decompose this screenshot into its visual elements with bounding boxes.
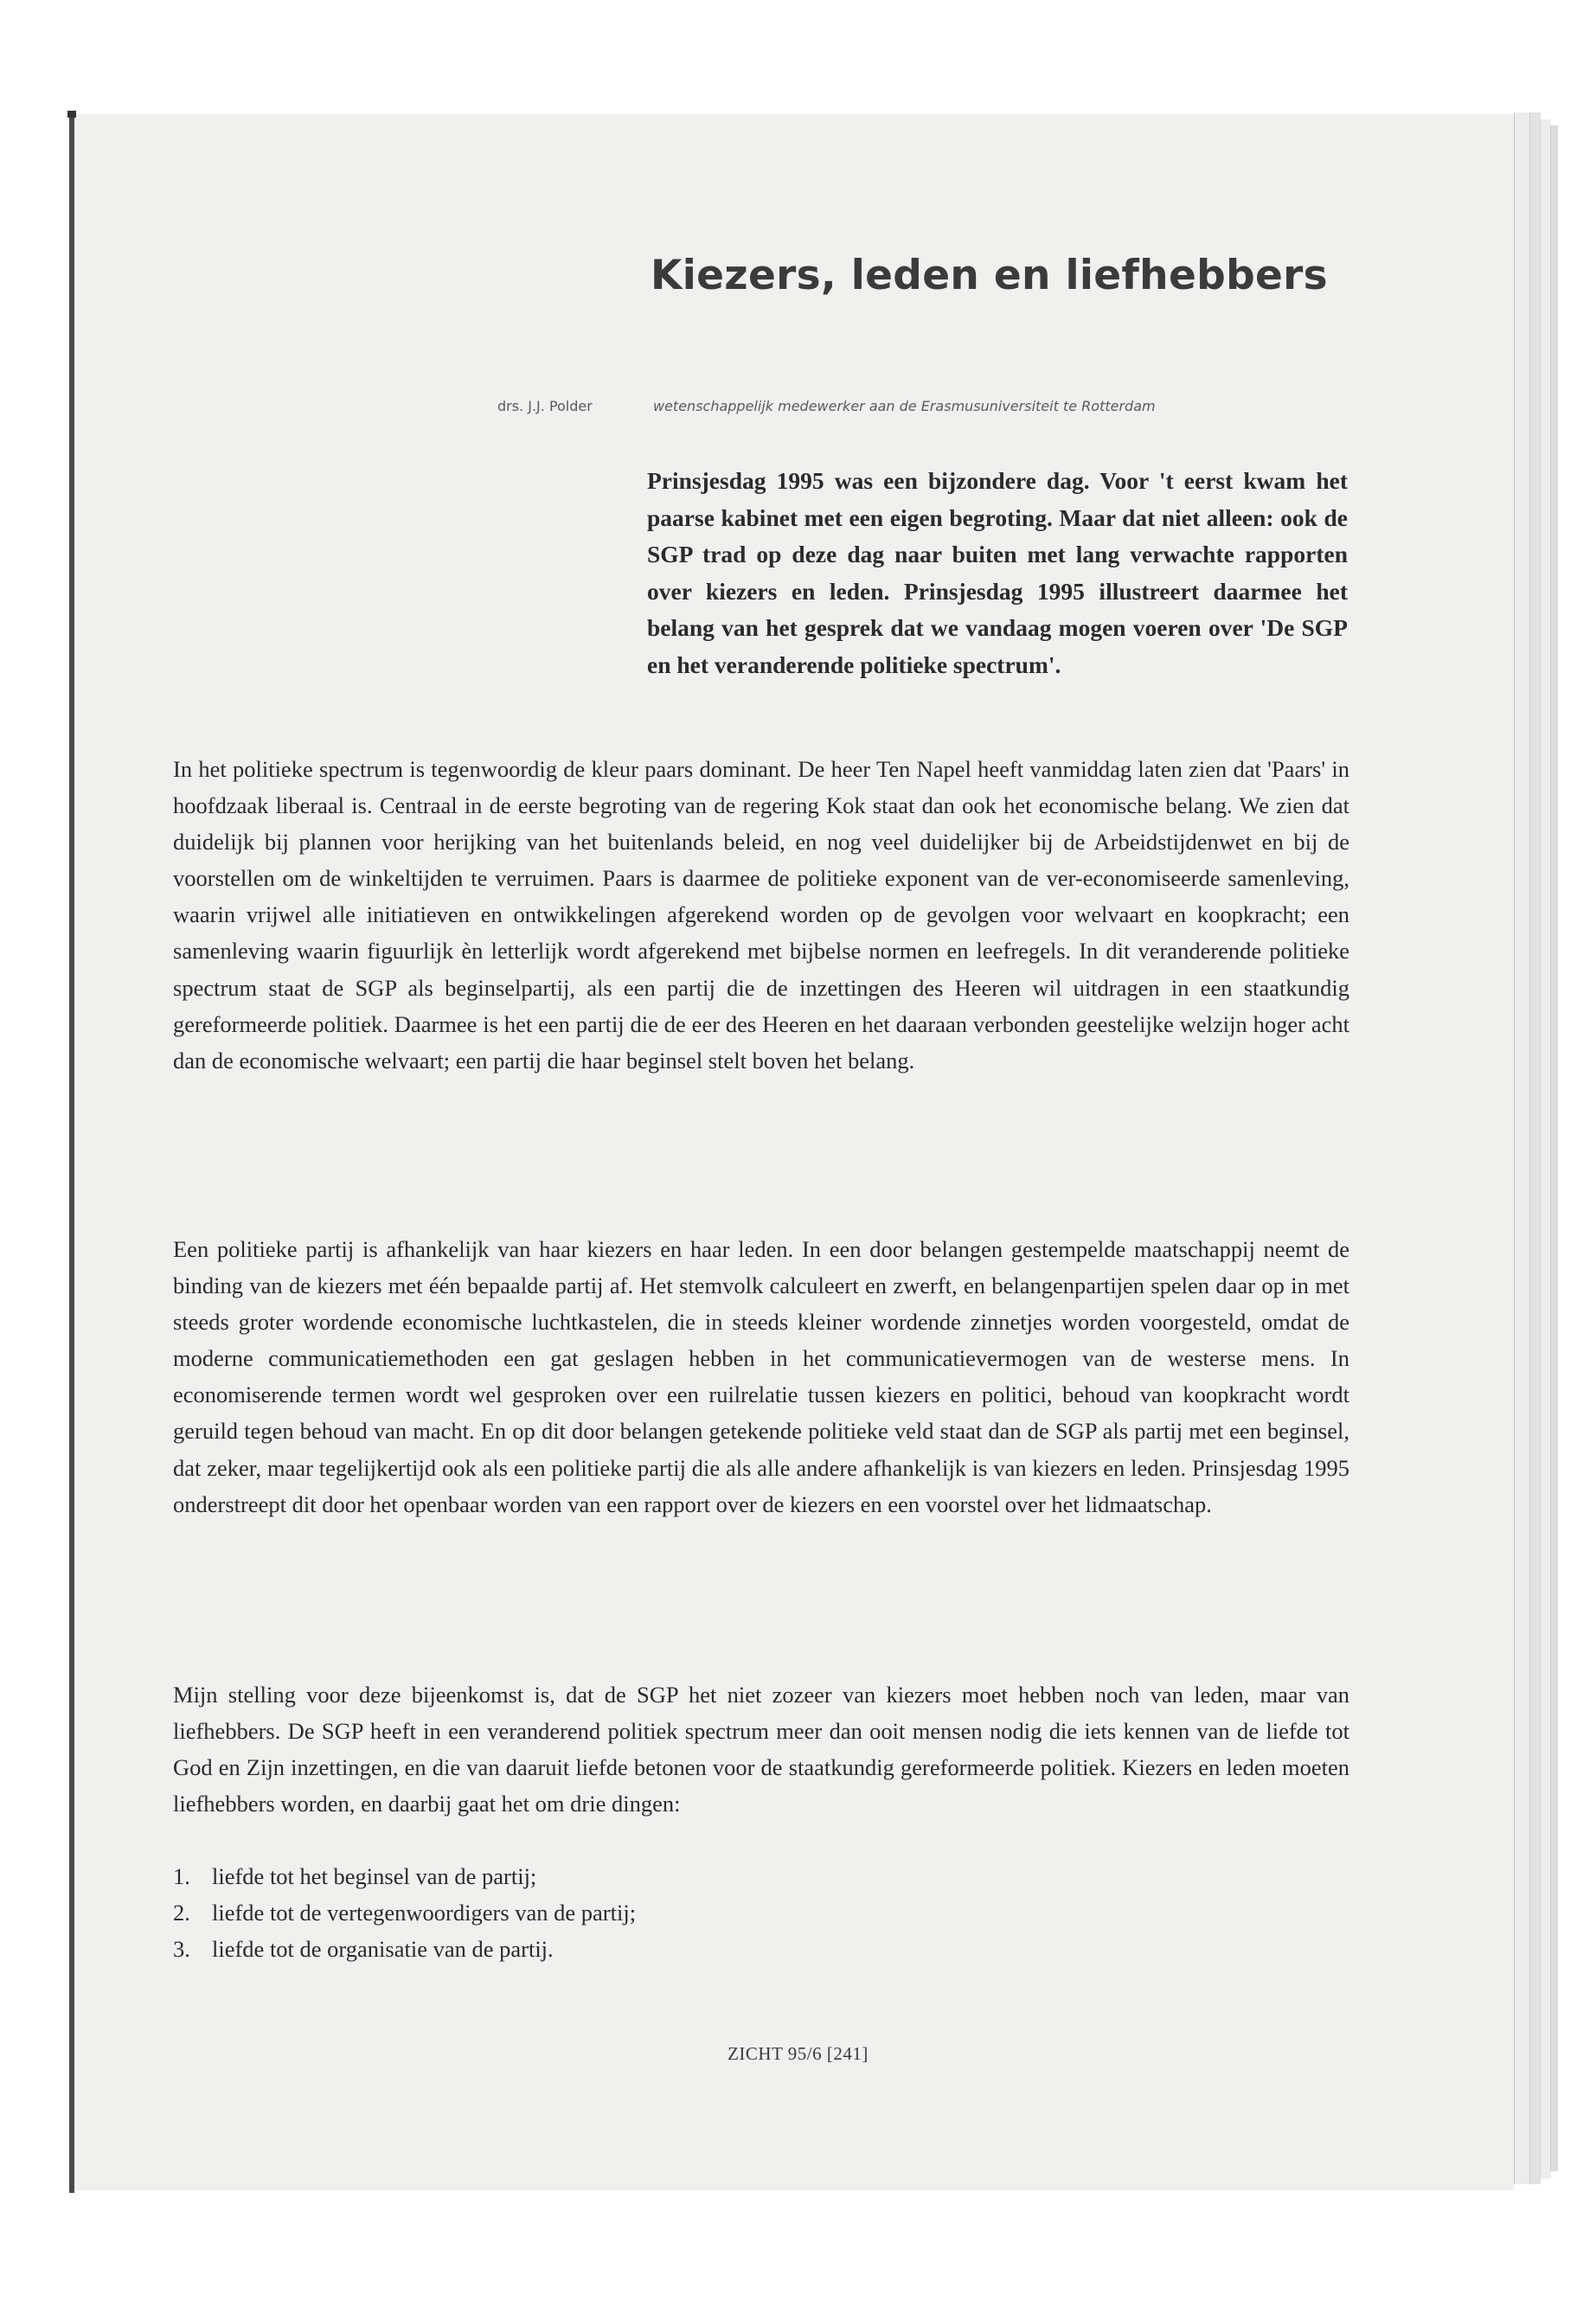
- author-role: wetenschappelijk medewerker aan de Erasmusuniversiteit te Rotterdam: [653, 398, 1156, 414]
- list-item: [173, 1858, 1349, 1894]
- list-item-text: liefde tot de organisatie van de partij.: [212, 1936, 554, 1963]
- article-title: Kiezers, leden en liefhebbers: [651, 252, 1328, 300]
- body-paragraph: Een politieke partij is afhankelijk van haar kiezers en haar leden. In een door belangen gestempelde maatschappij neemt de binding van de kiezers met één bepaalde partij af. Het stemvolk calculeert en zwerft, en belangenpartijen spelen daar op in met steeds groter wordende economische luchtkastelen, die in steeds kleiner wordende zinnetjes worden voorgesteld, omdat de moderne communicatiemethoden een gat geslagen hebben in het communicatievermogen van de westerse mens. In economiserende termen wordt wel gesproken over een ruilrelatie tussen kiezers en politici, behoud van koopkracht wordt geruild tegen behoud van macht. En op dit door belangen getekende politieke veld staat dan de SGP als partij met een beginsel, dat zeker, maar tegelijkertijd ook als een politieke partij die als alle andere afhankelijk is van kiezers en leden. Prinsjesdag 1995 onderstreept dit door het openbaar worden van een rapport over de kiezers en een voorstel over het lidmaatschap.: [173, 1236, 1349, 1517]
- page-stack-edge: [1550, 125, 1558, 2171]
- author-name: drs. J.J. Polder: [497, 398, 593, 414]
- body-paragraph: In het politieke spectrum is tegenwoordig de kleur paars dominant. De heer Ten Napel heeft vanmiddag laten zien dat 'Paars' in hoofdzaak liberaal is. Centraal in de eerste begroting van de regering Kok staat dan ook het economische belang. We zien dat duidelijk bij plannen voor herijking van het buitenlands beleid, en nog veel duidelijker bij de Arbeidstijdenwet en bij de voorstellen om de winkeltijden te verruimen. Paars is daarmee de politieke exponent van de ver-economiseerde samenleving, waarin vrijwel alle initiatieven en ontwikkelingen afgerekend worden op de gevolgen voor welvaart en koopkracht; een samenleving waarin figuurlijk èn letterlijk wordt afgerekend met bijbelse normen en leefregels. In dit veranderende politieke spectrum staat de SGP als beginselpartij, als een partij die de inzettingen des Heeren wil uitdragen in een staatkundig gereformeerde politiek. Daarmee is het een partij die de eer des Heeren en het daaraan verbonden geestelijke welzijn hoger acht dan de economische welvaart; een partij die haar beginsel stelt boven het belang.: [173, 756, 1349, 1074]
- page-stack-edge: [1514, 112, 1530, 2184]
- list-item-text: liefde tot de vertegenwoordigers van de partij;: [212, 1900, 637, 1926]
- page-footer: ZICHT 95/6 [241]: [727, 2043, 869, 2064]
- body-paragraph: Mijn stelling voor deze bijeenkomst is, dat de SGP het niet zozeer van kiezers moet hebben noch van leden, maar van liefhebbers. De SGP heeft in een veranderend politiek spectrum meer dan ooit mensen nodig die iets kennen van de liefde tot God en Zijn inzettingen, en die van daaruit liefde betonen voor de staatkundig gereformeerde politiek. Kiezers en leden moeten liefhebbers worden, en daarbij gaat het om drie dingen:: [173, 1682, 1349, 1817]
- list-item-text: liefde tot het beginsel van de partij;: [212, 1863, 537, 1889]
- list-item-number: 2.: [173, 1900, 190, 1926]
- numbered-list: [173, 1858, 1349, 1968]
- list-item-number: 1.: [173, 1863, 190, 1889]
- lead-paragraph: Prinsjesdag 1995 was een bijzondere dag. Voor 't eerst kwam het paarse kabinet met een eigen begroting. Maar dat niet alleen: ook de SGP trad op deze dag naar buiten met lang verwachte rapporten over kiezers en leden. Prinsjesdag 1995 illustreert daarmee het belang van het gesprek dat we vandaag mogen voeren over 'De SGP en het veranderende politieke spectrum'.: [647, 467, 1348, 678]
- list-item: [173, 1931, 1349, 1967]
- list-item-number: 3.: [173, 1936, 190, 1963]
- binding-spine: [69, 112, 74, 2193]
- list-item: [173, 1894, 1349, 1931]
- binding-clip: [67, 111, 76, 118]
